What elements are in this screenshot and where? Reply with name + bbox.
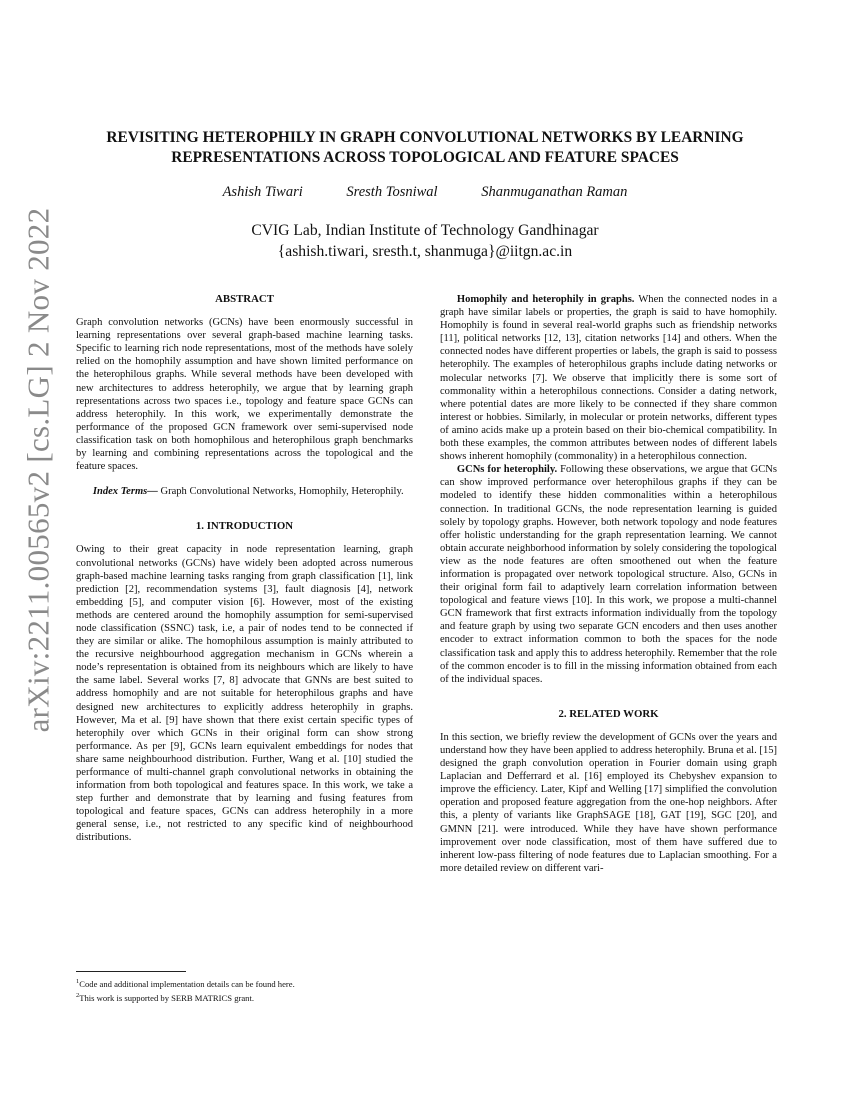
homophily-text: When the connected nodes in a graph have similar labels or properties, the graph is said to have homophily. Homophily is found in several real-world graphs such as friendship networks [11], political networks [12, 13], citation networks [14] and others. When the connected nodes have different properties or labels, the graph is said to possess heterophily. The examples of heterophilous graphs include dating networks or molecular networks [7]. We observe that implicitly there is some sort of commonality within a heterophilous connections. Consider a dating network, where potential dates are more likely to be connected if they share common interest or hobbies. Similarly, in molecular or protein networks, different types of amino acids make up a protein based on their bio-chemical compatibility. In both these examples, the common attributes between nodes of different labels shows inherent homophily (commonality) in a heterophilous connection. bbox=[440, 294, 778, 463]
author-list bbox=[70, 184, 780, 201]
affiliation-block bbox=[70, 220, 780, 262]
abstract-heading: ABSTRACT bbox=[215, 293, 274, 305]
title-line-2: REPRESENTATIONS ACROSS TOPOLOGICAL AND FEATURE SPACES bbox=[171, 149, 679, 166]
index-terms bbox=[76, 485, 413, 498]
author-3: Shanmuganathan Raman bbox=[481, 184, 628, 200]
index-terms-text: Graph Convolutional Networks, Homophily, Heterophily. bbox=[157, 486, 404, 498]
left-column bbox=[76, 293, 413, 845]
footnote-1-text: Code and additional implementation details can be found here. bbox=[79, 978, 295, 989]
introduction-text: Owing to their great capacity in node representation learning, graph convolutional networks (GCNs) have widely been adopted across numerous graph-based machine learning tasks ranging from graph classification [1], link prediction [2], recommendation systems [3], fault diagnosis [4], network embedding [5], and computer vision [6]. However, most of the existing methods are centered around the homophily assumption for semi-supervised node classification (SSNC) task, i.e, a pair of nodes tend to be connected if they are similar or alike. The homophilous assumption is mainly attributed to the recursive neighbourhood aggregation mechanism in GCNs wherein a node’s representation is obtained from its neighbours which are likely to have the same label. Several works [7, 8] advocate that GNNs are best suited to address homophily and are not suitable for heterophilous graphs and have designed new architectures to explicitly address heterophily in graphs. However, Ma et al. [9] have shown that there exist certain specific types of heterophily over which GCNs in their original form can show strong performance. As per [9], GCNs learn equivalent embeddings for nodes that share same neighbourhood distribution. Further, Wang et al. [10] studied the performance of multi-channel graph convolutional networks in obtaining the information from both topological and features space. In this work, we take a step further and demonstrate that by learning and fusing features from topological and feature spaces, GCNs can address heterophily in a more general sense, i.e., not restricted to any specific kind of neighbourhood distributions. bbox=[76, 544, 413, 844]
arxiv-id: arXiv:2211.00565v2 [cs.LG] 2 Nov 2022 bbox=[20, 207, 56, 733]
footnote-1 bbox=[76, 976, 413, 990]
footnote-rule bbox=[76, 971, 186, 972]
footnotes bbox=[76, 971, 413, 1005]
abstract-text: Graph convolution networks (GCNs) have been enormously successful in learning representations over several graph-based machine learning tasks. Specific to learning rich node representations, most of the methods have solely relied on the homophily assumption and have shown limited performance on the heterophilous graphs. While several methods have been developed with new architectures to address heterophily, we argue that by learning graph representations across two spaces i.e., topology and feature space GCNs can address heterophily. In this work, we experimentally demonstrate the performance of the proposed GCN framework over semi-supervised node classification task on both homophilous and heterophilous graph benchmarks by learning and combining representations across the topological and the feature spaces. bbox=[76, 317, 413, 473]
author-emails: {ashish.tiwari, sresth.t, shanmuga}@iitgn.ac.in bbox=[277, 243, 573, 260]
introduction-heading: 1. INTRODUCTION bbox=[195, 520, 294, 533]
gcn-label: GCNs for heterophily. bbox=[456, 464, 558, 476]
related-work-text: In this section, we briefly review the development of GCNs over the years and understand how they have been applied to address heterophily. Bruna et al. [15] designed the graph convolution operation in Fourier domain using graph Laplacian and Defferrard et al. [16] employed its Chebyshev expansion to improve the efficiency. Later, Kipf and Welling [17] simplified the convolution operation and proposed feature aggregation from the one-hop neighbors. After this, a plenty of variants like GraphSAGE [18], GAT [19], SGC [20], and GMNN [21]. were introduced. While they have have shown performance improvement over node classification, most of them have suffered due to inherent low-pass filtering of node features due to Laplacian smoothing. For a more detailed review on different vari- bbox=[440, 731, 777, 874]
gcn-text: Following these observations, we argue that GCNs can show improved performance over heterophilous graphs if they can be modeled to identify these hidden commonalities within a heterophilous connection. In traditional GCNs, the node representation learning is guided solely by topology graphs. However, both network topology and node features offer holistic understanding for the graph representation learning. We cannot obtain accurate neighborhood information by solely considering the topological view as the node features are often smoothened out when the feature information is propagated over network topological structure. Also, GCNs in their original form fail to adaptively learn correlation information between topological and feature views [10]. In this work, we propose a multi-channel GCN framework that first extracts information individually from the topology and feature graph by using two separate GCN encoders and then uses another encoder to extract information common to both the spaces for the node classification task and apply this to address heterophily. Remember that the role of the common encoder is to fill in the missing information obtained from each of the individual spaces. bbox=[440, 464, 777, 685]
right-column bbox=[440, 293, 777, 875]
paper-title bbox=[70, 128, 780, 168]
index-terms-label: Index Terms— bbox=[92, 486, 158, 498]
footnote-2-text: This work is supported by SERB MATRICS grant. bbox=[79, 993, 254, 1004]
homophily-paragraph bbox=[440, 293, 777, 463]
footnote-1-mark: 1 bbox=[76, 978, 80, 985]
author-2: Sresth Tosniwal bbox=[346, 184, 438, 200]
gcn-paragraph bbox=[440, 463, 777, 686]
author-1: Ashish Tiwari bbox=[222, 184, 303, 200]
related-work-heading: 2. RELATED WORK bbox=[558, 707, 659, 720]
homophily-label: Homophily and heterophily in graphs. bbox=[456, 294, 635, 305]
footnote-2-mark: 2 bbox=[76, 992, 80, 1000]
title-line-1: REVISITING HETEROPHILY IN GRAPH CONVOLUTIONAL NETWORKS BY LEARNING bbox=[106, 129, 744, 146]
footnote-2 bbox=[76, 990, 413, 1004]
arxiv-stamp bbox=[10, 207, 66, 733]
affiliation: CVIG Lab, Indian Institute of Technology Gandhinagar bbox=[251, 222, 599, 239]
